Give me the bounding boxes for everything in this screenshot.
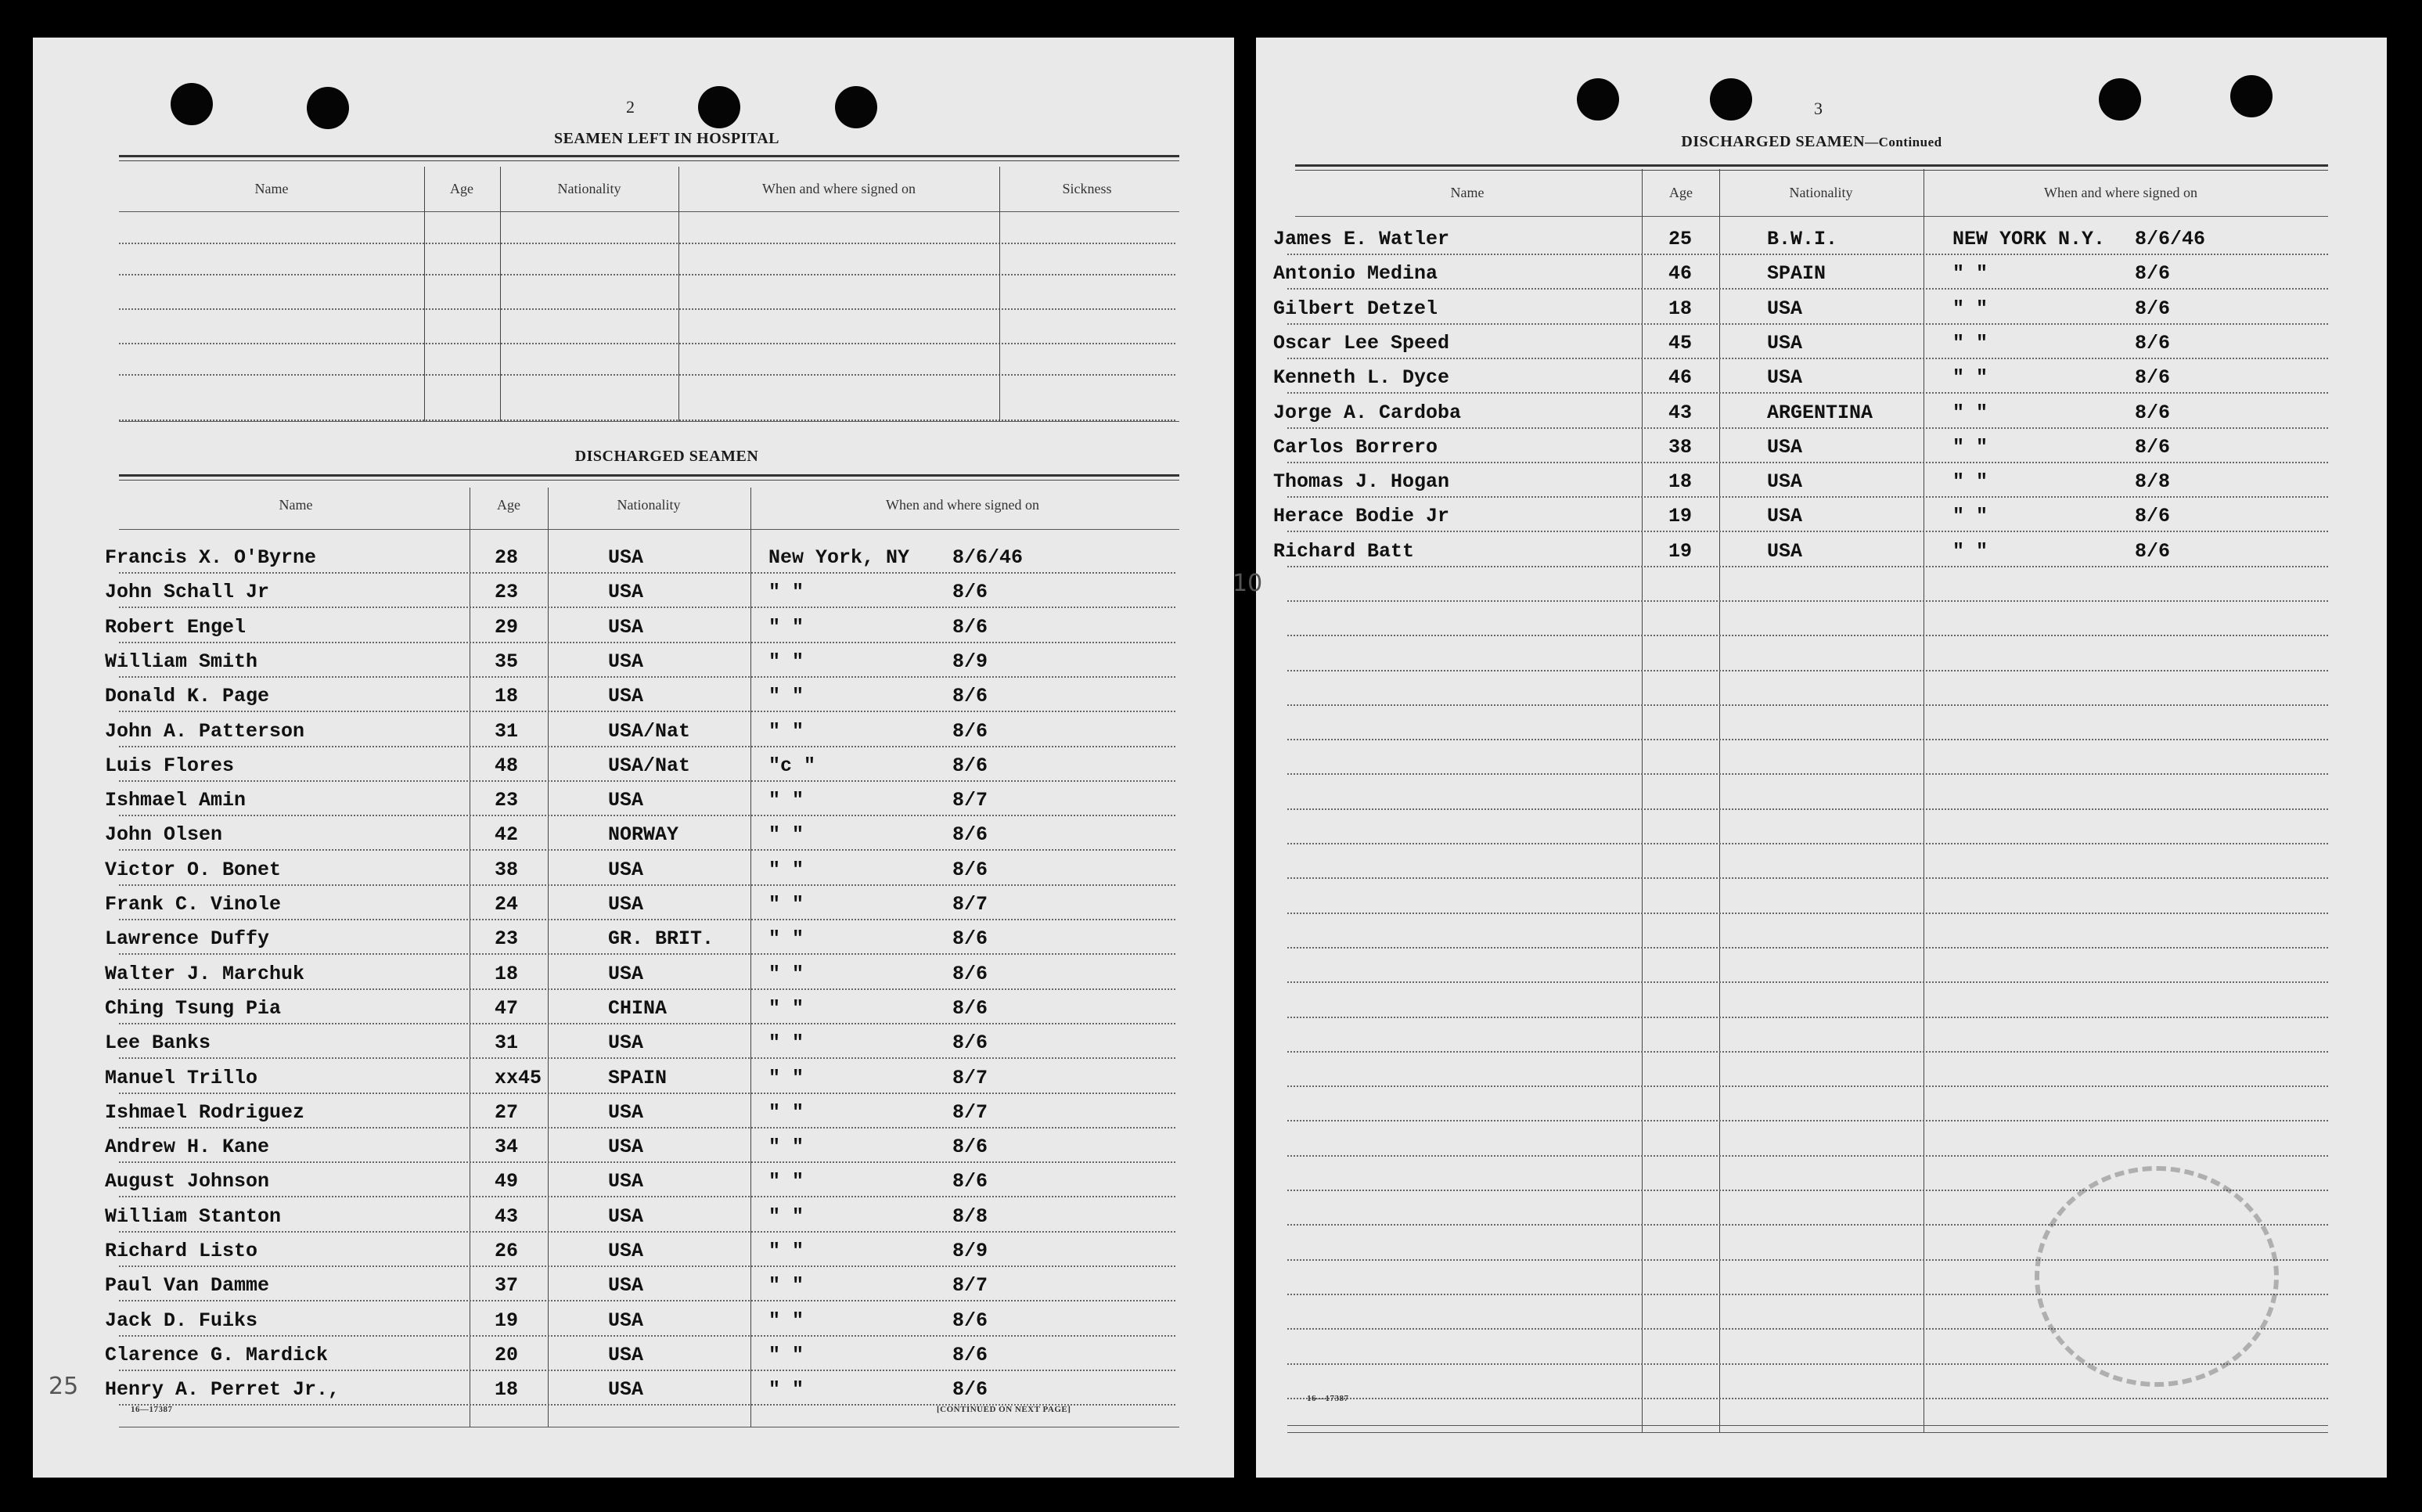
hospital-col-header: Nationality	[557, 181, 621, 196]
seaman-age: 37	[495, 1274, 519, 1297]
signed-on-date: 8/7	[952, 1101, 988, 1124]
seaman-name: August Johnson	[105, 1170, 270, 1193]
hospital-col-header: Sickness	[1062, 181, 1112, 196]
seaman-name: Herace Bodie Jr	[1273, 505, 1450, 527]
row-line	[119, 815, 1175, 816]
signed-on-date: 8/6	[952, 1378, 988, 1401]
signed-on-place: " "	[1952, 297, 1988, 320]
signed-on-place: " "	[768, 1309, 804, 1332]
seaman-nationality: USA	[608, 963, 644, 985]
column-divider	[750, 488, 751, 1427]
seaman-age: 23	[495, 581, 519, 603]
signed-on-date: 8/6	[952, 616, 988, 639]
table-bottom-rule	[119, 421, 1179, 422]
discharged-title: DISCHARGED SEAMEN	[574, 448, 759, 465]
signed-on-place: " "	[768, 1067, 804, 1089]
discharged-col-header: Name	[1450, 185, 1485, 200]
left-page	[33, 38, 1234, 1478]
seaman-age: 42	[495, 823, 519, 846]
signed-on-date: 8/8	[2135, 470, 2171, 493]
signed-on-place: " "	[768, 1378, 804, 1401]
header-rule	[119, 529, 1179, 530]
seaman-age: 18	[1668, 470, 1693, 493]
title-continued: —Continued	[1865, 135, 1942, 149]
seaman-nationality: USA	[1767, 297, 1803, 320]
seaman-name: John Schall Jr	[105, 581, 270, 603]
table-bottom-rule	[1287, 1432, 2328, 1433]
punch-hole	[2099, 78, 2141, 121]
signed-on-date: 8/9	[952, 650, 988, 673]
seaman-nationality: SPAIN	[1767, 262, 1826, 285]
signed-on-place: " "	[768, 581, 804, 603]
seaman-name: Ching Tsung Pia	[105, 997, 282, 1020]
column-divider	[548, 488, 549, 1427]
row-line	[119, 642, 1175, 643]
seaman-name: Thomas J. Hogan	[1273, 470, 1450, 493]
seaman-nationality: USA	[608, 1378, 644, 1401]
row-line	[1287, 877, 2328, 879]
signed-on-date: 8/9	[952, 1240, 988, 1262]
signed-on-place: New York, NY	[768, 546, 910, 569]
signed-on-date: 8/6	[952, 754, 988, 777]
seaman-age: 18	[495, 1378, 519, 1401]
seaman-nationality: USA	[1767, 332, 1803, 355]
row-line	[1287, 496, 2328, 498]
discharged-col-header: Name	[279, 497, 313, 513]
row-line	[1287, 635, 2328, 636]
signed-on-date: 8/8	[952, 1205, 988, 1228]
seaman-name: Lee Banks	[105, 1031, 211, 1054]
seaman-name: John Olsen	[105, 823, 223, 846]
signed-on-date: 8/6	[952, 997, 988, 1020]
title-rule	[119, 155, 1179, 161]
row-line	[119, 1093, 1175, 1094]
seaman-age: 49	[495, 1170, 519, 1193]
column-divider	[500, 167, 501, 421]
row-line	[1287, 1085, 2328, 1087]
row-line	[119, 988, 1175, 990]
seaman-nationality: GR. BRIT.	[608, 927, 714, 950]
signed-on-place: " "	[768, 789, 804, 812]
seaman-nationality: USA	[608, 685, 644, 707]
seaman-age: 47	[495, 997, 519, 1020]
signed-on-place: "c "	[768, 754, 816, 777]
seaman-name: Gilbert Detzel	[1273, 297, 1438, 320]
row-line	[119, 953, 1175, 955]
seaman-nationality: USA	[608, 1344, 644, 1366]
signed-on-date: 8/6	[952, 581, 988, 603]
signed-on-place: " "	[768, 685, 804, 707]
row-line	[1287, 739, 2328, 740]
signed-on-place: " "	[768, 1274, 804, 1297]
seaman-name: Walter J. Marchuk	[105, 963, 305, 985]
table-bottom-rule	[1287, 1425, 2328, 1426]
signed-on-date: 8/6	[2135, 297, 2171, 320]
signed-on-place: " "	[768, 1344, 804, 1366]
signed-on-date: 8/7	[952, 1274, 988, 1297]
signed-on-place: " "	[1952, 470, 1988, 493]
row-line	[119, 1023, 1175, 1024]
row-line	[119, 919, 1175, 920]
seaman-age: 18	[495, 963, 519, 985]
signed-on-date: 8/6	[952, 1344, 988, 1366]
seaman-age: 25	[1668, 228, 1693, 250]
seaman-nationality: USA	[608, 1031, 644, 1054]
row-line	[119, 1231, 1175, 1233]
punch-hole	[171, 83, 213, 125]
seaman-nationality: USA	[608, 1136, 644, 1158]
signed-on-date: 8/6	[952, 963, 988, 985]
seaman-nationality: USA	[1767, 436, 1803, 459]
row-line	[119, 780, 1175, 782]
row-line	[1287, 531, 2328, 532]
signed-on-date: 8/6/46	[2135, 228, 2206, 250]
seaman-age: 45	[1668, 332, 1693, 355]
row-line	[119, 343, 1175, 344]
signed-on-place: " "	[1952, 401, 1988, 424]
seaman-nationality: USA	[608, 650, 644, 673]
row-line	[1287, 1017, 2328, 1018]
signed-on-place: NEW YORK N.Y.	[1952, 228, 2106, 250]
row-line	[119, 572, 1175, 574]
seaman-name: Robert Engel	[105, 616, 247, 639]
seaman-name: Victor O. Bonet	[105, 859, 282, 881]
signed-on-place: " "	[768, 1136, 804, 1158]
signed-on-date: 8/7	[952, 789, 988, 812]
row-line	[1287, 981, 2328, 983]
row-line	[1287, 704, 2328, 706]
punch-hole	[698, 86, 740, 128]
seaman-nationality: USA	[608, 1240, 644, 1262]
seaman-nationality: USA	[1767, 366, 1803, 389]
seaman-nationality: CHINA	[608, 997, 668, 1020]
seaman-nationality: USA	[608, 616, 644, 639]
margin-pencil-note: 25	[49, 1373, 79, 1400]
row-line	[119, 1370, 1175, 1371]
seaman-name: Ishmael Rodriguez	[105, 1101, 305, 1124]
signed-on-date: 8/7	[952, 893, 988, 916]
seaman-nationality: USA	[608, 893, 644, 916]
seaman-nationality: USA	[1767, 540, 1803, 563]
title-rule	[1295, 164, 2328, 171]
row-line	[1287, 843, 2328, 844]
row-line	[119, 711, 1175, 712]
seaman-nationality: B.W.I.	[1767, 228, 1838, 250]
signed-on-place: " "	[1952, 332, 1988, 355]
signed-on-date: 8/6	[952, 823, 988, 846]
signed-on-date: 8/6	[952, 685, 988, 707]
column-divider	[999, 167, 1000, 421]
discharged-col-header: Age	[497, 497, 520, 513]
signed-on-place: " "	[1952, 366, 1988, 389]
signed-on-date: 8/6	[2135, 401, 2171, 424]
row-line	[1287, 254, 2328, 255]
signed-on-place: " "	[768, 859, 804, 881]
column-divider	[678, 167, 679, 421]
seaman-age: 46	[1668, 262, 1693, 285]
seaman-name: Carlos Borrero	[1273, 436, 1438, 459]
seaman-name: Henry A. Perret Jr.,	[105, 1378, 340, 1401]
row-line	[1287, 358, 2328, 359]
signed-on-date: 8/6	[2135, 262, 2171, 285]
row-line	[119, 607, 1175, 608]
row-line	[119, 1057, 1175, 1059]
seaman-name: Francis X. O'Byrne	[105, 546, 317, 569]
seaman-age: 24	[495, 893, 519, 916]
signed-on-date: 8/6	[2135, 366, 2171, 389]
seaman-age: 28	[495, 546, 519, 569]
signed-on-place: " "	[1952, 540, 1988, 563]
punch-hole	[1710, 78, 1752, 121]
signed-on-place: " "	[768, 997, 804, 1020]
page-gutter	[1234, 0, 1256, 1512]
page-number: 3	[1814, 99, 1823, 118]
seaman-nationality: USA	[1767, 505, 1803, 527]
row-line	[1287, 288, 2328, 290]
signed-on-date: 8/6	[952, 1031, 988, 1054]
row-line	[1287, 462, 2328, 463]
row-line	[119, 1127, 1175, 1129]
seaman-nationality: USA	[608, 1101, 644, 1124]
signed-on-date: 8/6	[2135, 436, 2171, 459]
seaman-age: 31	[495, 720, 519, 743]
row-line	[119, 884, 1175, 886]
seaman-nationality: USA	[608, 581, 644, 603]
seaman-age: 29	[495, 616, 519, 639]
seaman-nationality: USA	[608, 1205, 644, 1228]
row-line	[119, 1161, 1175, 1163]
signed-on-date: 8/6	[2135, 540, 2171, 563]
hospital-col-header: Age	[450, 181, 473, 196]
signed-on-place: " "	[768, 823, 804, 846]
signed-on-place: " "	[768, 616, 804, 639]
row-line	[119, 849, 1175, 851]
signed-on-date: 8/6	[952, 927, 988, 950]
row-line	[119, 374, 1175, 376]
signed-on-place: " "	[768, 893, 804, 916]
title-main: DISCHARGED SEAMEN	[1681, 133, 1866, 150]
hospital-col-header: When and where signed on	[762, 181, 916, 196]
signed-on-date: 8/7	[952, 1067, 988, 1089]
row-line	[1287, 427, 2328, 429]
seaman-name: Richard Batt	[1273, 540, 1415, 563]
seaman-age: 26	[495, 1240, 519, 1262]
seaman-age: 20	[495, 1344, 519, 1366]
seaman-age: 23	[495, 789, 519, 812]
signed-on-date: 8/6	[952, 1136, 988, 1158]
punch-hole	[1577, 78, 1619, 121]
seaman-age: 18	[1668, 297, 1693, 320]
row-line	[119, 1196, 1175, 1197]
row-line	[1287, 773, 2328, 775]
row-line	[1287, 913, 2328, 914]
signed-on-place: " "	[768, 927, 804, 950]
signed-on-place: " "	[768, 650, 804, 673]
seaman-nationality: USA/Nat	[608, 754, 691, 777]
seaman-name: Donald K. Page	[105, 685, 270, 707]
form-code: 16—17387	[131, 1405, 173, 1414]
seaman-name: Jack D. Fuiks	[105, 1309, 258, 1332]
discharged-col-header: When and where signed on	[2044, 185, 2197, 200]
seaman-age: 27	[495, 1101, 519, 1124]
row-line	[119, 676, 1175, 678]
seaman-age: 38	[1668, 436, 1693, 459]
seaman-name: John A. Patterson	[105, 720, 305, 743]
signed-on-place: " "	[1952, 436, 1988, 459]
page-number: 2	[626, 97, 635, 117]
row-line	[119, 746, 1175, 747]
seaman-nationality: USA	[608, 1170, 644, 1193]
signed-on-date: 8/6	[2135, 505, 2171, 527]
seaman-name: Lawrence Duffy	[105, 927, 270, 950]
row-line	[119, 274, 1175, 275]
seaman-age: 43	[495, 1205, 519, 1228]
seaman-name: William Stanton	[105, 1205, 282, 1228]
row-line	[1287, 808, 2328, 810]
row-line	[1287, 947, 2328, 949]
seaman-name: Frank C. Vinole	[105, 893, 282, 916]
seaman-nationality: USA	[608, 789, 644, 812]
seaman-name: William Smith	[105, 650, 258, 673]
punch-hole	[835, 86, 877, 128]
seaman-nationality: NORWAY	[608, 823, 679, 846]
signed-on-place: " "	[1952, 505, 1988, 527]
continued-note: [CONTINUED ON NEXT PAGE]	[937, 1405, 1071, 1414]
hospital-col-header: Name	[254, 181, 289, 196]
seaman-name: Jorge A. Cardoba	[1273, 401, 1462, 424]
seaman-nationality: USA	[608, 1274, 644, 1297]
seaman-age: 23	[495, 927, 519, 950]
discharged-col-header: Nationality	[617, 497, 681, 513]
punch-hole	[307, 87, 349, 129]
signed-on-date: 8/6	[952, 1170, 988, 1193]
row-line	[1287, 323, 2328, 325]
discharged-continued-title	[1569, 133, 2054, 151]
row-line	[1287, 1155, 2328, 1157]
signed-on-place: " "	[768, 1031, 804, 1054]
seaman-age: 35	[495, 650, 519, 673]
seaman-age: 31	[495, 1031, 519, 1054]
row-line	[119, 1300, 1175, 1301]
signed-on-place: " "	[768, 720, 804, 743]
seaman-age: 19	[495, 1309, 519, 1332]
seaman-nationality: USA	[608, 546, 644, 569]
signed-on-date: 8/6/46	[952, 546, 1024, 569]
row-line	[119, 1335, 1175, 1337]
punch-hole	[2230, 75, 2273, 117]
row-line	[1287, 1120, 2328, 1121]
seaman-name: Andrew H. Kane	[105, 1136, 270, 1158]
seaman-nationality: USA	[608, 1309, 644, 1332]
signed-on-place: " "	[768, 1101, 804, 1124]
discharged-col-header: Age	[1669, 185, 1693, 200]
seaman-nationality: USA	[608, 859, 644, 881]
seaman-name: Ishmael Amin	[105, 789, 247, 812]
seaman-age: 38	[495, 859, 519, 881]
row-line	[1287, 1398, 2328, 1399]
seaman-age: 46	[1668, 366, 1693, 389]
header-rule	[119, 211, 1179, 212]
row-line	[119, 243, 1175, 244]
form-code: 16—17387	[1307, 1394, 1349, 1403]
seaman-name: Kenneth L. Dyce	[1273, 366, 1450, 389]
hospital-title: SEAMEN LEFT IN HOSPITAL	[553, 130, 780, 147]
header-rule	[1295, 216, 2328, 217]
seaman-name: Richard Listo	[105, 1240, 258, 1262]
seaman-age: 48	[495, 754, 519, 777]
signed-on-date: 8/6	[2135, 332, 2171, 355]
seaman-age: 34	[495, 1136, 519, 1158]
row-line	[1287, 670, 2328, 671]
seaman-age: 18	[495, 685, 519, 707]
seaman-name: Luis Flores	[105, 754, 235, 777]
seaman-name: Clarence G. Mardick	[105, 1344, 329, 1366]
row-line	[1287, 600, 2328, 602]
seaman-name: James E. Watler	[1273, 228, 1450, 250]
seaman-nationality: SPAIN	[608, 1067, 668, 1089]
signed-on-place: " "	[768, 1170, 804, 1193]
row-line	[1287, 566, 2328, 567]
seaman-nationality: ARGENTINA	[1767, 401, 1873, 424]
official-stamp	[2035, 1166, 2279, 1387]
seaman-age: xx45	[495, 1067, 542, 1089]
seaman-age: 19	[1668, 505, 1693, 527]
discharged-col-header: When and where signed on	[886, 497, 1039, 513]
seaman-age: 19	[1668, 540, 1693, 563]
signed-on-date: 8/6	[952, 859, 988, 881]
discharged-col-header: Nationality	[1789, 185, 1853, 200]
seaman-name: Manuel Trillo	[105, 1067, 258, 1089]
signed-on-place: " "	[768, 1205, 804, 1228]
seaman-nationality: USA/Nat	[608, 720, 691, 743]
seaman-nationality: USA	[1767, 470, 1803, 493]
row-line	[119, 308, 1175, 310]
signed-on-place: " "	[1952, 262, 1988, 285]
row-line	[1287, 1051, 2328, 1053]
signed-on-date: 8/6	[952, 720, 988, 743]
seaman-age: 43	[1668, 401, 1693, 424]
margin-pencil-note: 10	[1233, 570, 1263, 597]
signed-on-date: 8/6	[952, 1309, 988, 1332]
signed-on-place: " "	[768, 963, 804, 985]
row-line	[119, 1265, 1175, 1267]
seaman-name: Oscar Lee Speed	[1273, 332, 1450, 355]
seaman-name: Paul Van Damme	[105, 1274, 270, 1297]
signed-on-place: " "	[768, 1240, 804, 1262]
column-divider	[424, 167, 425, 421]
seaman-name: Antonio Medina	[1273, 262, 1438, 285]
row-line	[1287, 392, 2328, 394]
title-rule	[119, 474, 1179, 481]
